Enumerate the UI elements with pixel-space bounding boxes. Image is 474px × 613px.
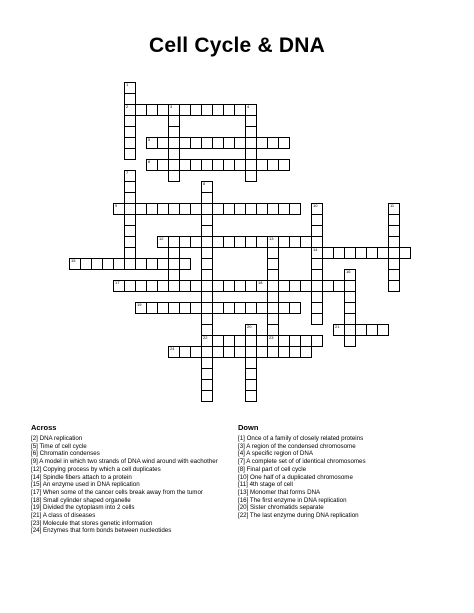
clue-number: 23 [269,335,274,340]
grid-cell[interactable] [377,247,389,259]
across-clue: [24] Enzymes that form bonds between nucleotides [31,527,172,535]
grid-cell[interactable] [300,236,312,248]
clue-number: 10 [313,203,318,208]
across-clue-list [31,435,241,535]
grid-cell[interactable] [190,280,202,292]
grid-cell[interactable] [256,346,268,358]
across-clue: [23] Molecule that stores genetic information [31,519,153,527]
grid-cell[interactable] [234,137,246,149]
clue-number: 17 [115,280,120,285]
grid-cell[interactable] [157,258,169,270]
clue-number: 7 [126,170,129,175]
clue-number: 3 [170,104,173,109]
across-clue: [21] A class of diseases [31,512,96,520]
clue-number: 22 [203,335,208,340]
grid-cell[interactable] [377,324,389,336]
clue-number: 1 [126,82,129,87]
across-clue: [6] Chromatin condenses [31,450,100,458]
clue-number: 6 [148,159,151,164]
grid-cell[interactable] [234,346,246,358]
clue-number: 18 [258,280,263,285]
page-title: Cell Cycle & DNA [149,34,325,57]
across-clue: [14] Spindle fibers attach to a protein [31,473,132,481]
down-clue: [1] Once of a family of closely related proteins [238,435,364,442]
down-clue: [13] Monomer that forms DNA [238,488,321,496]
grid-cell[interactable] [333,280,345,292]
across-clue: [18] Small cylinder shaped organelle [31,496,131,504]
grid-cell[interactable] [344,335,356,347]
grid-cell[interactable] [234,104,246,116]
clue-number: 15 [71,258,76,263]
clue-number: 9 [115,203,118,208]
grid-cell[interactable] [311,335,323,347]
grid-cell[interactable] [311,313,323,325]
grid-cell[interactable] [157,280,169,292]
clue-number: 2 [126,104,129,109]
grid-cell[interactable] [388,280,400,292]
down-clue: [20] Sister chromatids separate [238,504,324,512]
clue-number: 16 [346,269,351,274]
down-clue: [11] 4th stage of cell [238,481,293,489]
grid-cell[interactable] [157,236,169,248]
down-clue: [10] One half of a duplicated chromosome [238,473,353,481]
clue-number: 5 [148,137,151,142]
grid-cell[interactable] [256,236,268,248]
clue-number: 8 [203,181,206,186]
grid-cell[interactable] [157,159,169,171]
grid-cell[interactable] [278,137,290,149]
clue-number: 11 [390,203,395,208]
across-clues [31,423,241,535]
across-clue: [15] An enzyme used in DNA replication [31,481,140,489]
across-clue: [9] A model in which two strands of DNA wind around with eachother [31,458,218,466]
grid-cell[interactable] [300,346,312,358]
down-clues [238,423,448,520]
grid-cell[interactable] [289,203,301,215]
grid-cell[interactable] [190,302,202,314]
across-clue: [17] When some of the cancer cells break away from the tumor [31,488,203,496]
down-clue: [7] A complete set of of identical chromosomes [238,458,366,466]
grid-cell[interactable] [256,280,268,292]
clue-number: 19 [137,302,142,307]
down-clue-list [238,435,448,520]
grid-cell[interactable] [245,390,257,402]
down-clue: [3] A region of the condensed chromosome [238,442,356,450]
grid-cell[interactable] [168,170,180,182]
grid-cell[interactable] [190,236,202,248]
across-clue: [19] Divided the cytoplasm into 2 cells [31,504,135,512]
grid-cell[interactable] [157,104,169,116]
across-heading: Across [31,423,57,432]
grid-cell[interactable] [113,203,125,215]
down-clue: [4] A specific region of DNA [238,450,313,458]
grid-cell[interactable] [300,280,312,292]
grid-cell[interactable] [234,159,246,171]
down-clue: [22] The last enzyme during DNA replication [238,512,359,520]
across-clue: [2] DNA replication [31,435,83,442]
clue-number: 13 [269,236,274,241]
grid-cell[interactable] [278,159,290,171]
clue-number: 12 [159,236,164,241]
grid-cell[interactable] [245,170,257,182]
down-heading: Down [238,423,259,432]
grid-cell[interactable] [201,390,213,402]
clue-number: 20 [247,324,252,329]
down-clue: [8] Final part of cell cycle [238,465,307,473]
grid-cell[interactable] [157,137,169,149]
clue-number: 21 [335,324,340,329]
grid-cell[interactable] [190,203,202,215]
grid-cell[interactable] [333,324,345,336]
grid-cell[interactable] [256,302,268,314]
across-clue: [5] Time of cell cycle [31,442,87,450]
grid-cell[interactable] [289,302,301,314]
grid-cell[interactable] [179,258,191,270]
clue-number: 14 [313,247,318,252]
grid-cell[interactable] [190,346,202,358]
grid-cell[interactable] [124,148,136,160]
clue-number: 24 [170,346,175,351]
clue-number: 4 [247,104,250,109]
across-clue: [12] Copying process by which a cell duplicates [31,465,161,473]
down-clue: [16] The first enzyme in DNA replication [238,496,347,504]
grid-cell[interactable] [399,247,411,259]
